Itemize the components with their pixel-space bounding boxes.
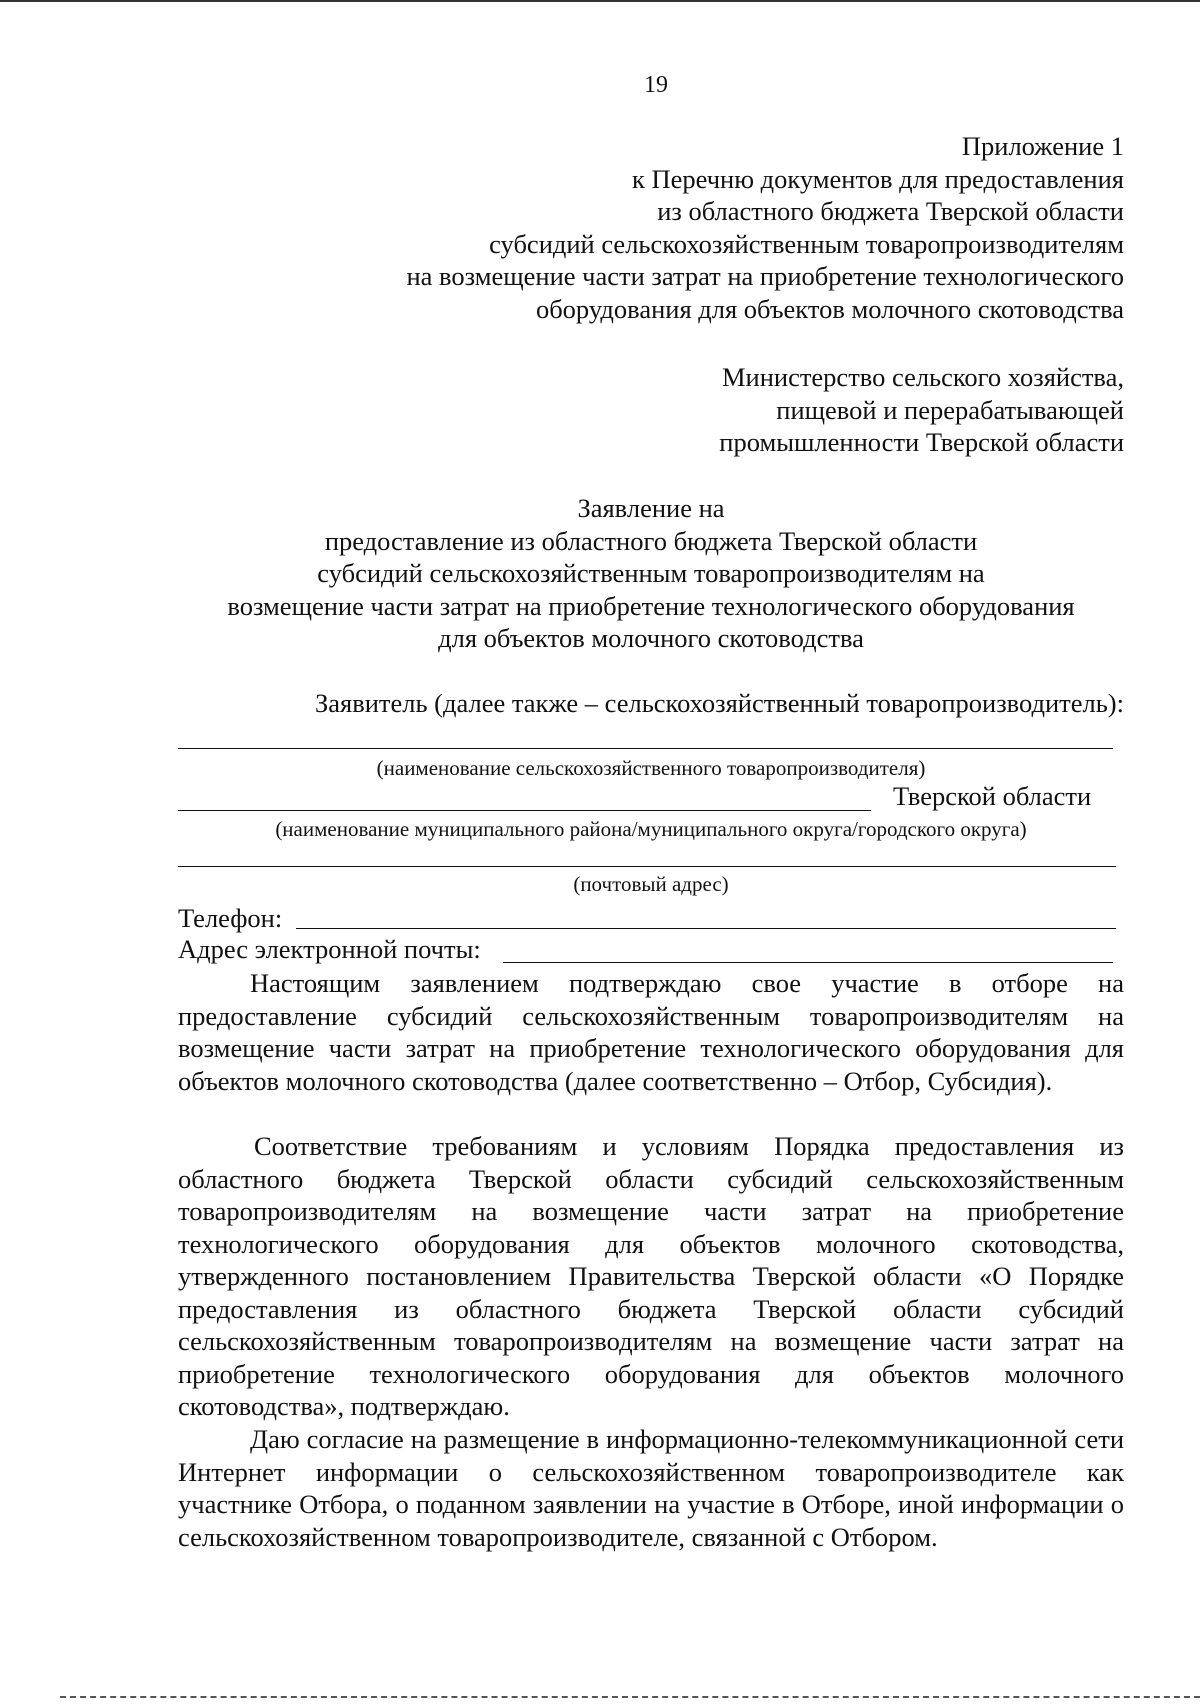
applicant-name-field[interactable] — [178, 748, 1113, 749]
district-field[interactable] — [178, 810, 871, 811]
addressee-block — [719, 361, 1124, 459]
top-border-line — [0, 0, 1200, 2]
statement-title-line: субсидий сельскохозяйственным товаропроизводителям на — [317, 558, 985, 588]
appendix-line: к Перечню документов для предоставления — [631, 163, 1124, 194]
consent-paragraph-publication: Даю согласие на размещение в информационно-телекоммуникационной сети Интернет информации о сельскохозяйственном товаропроизводителе как участнике Отбора, о поданном заявлении на участие в Отборе, иной информации о сельскохозяйственном товаропроизводителе, связанной с Отбором. — [178, 1424, 1124, 1552]
statement-title-line: Заявление на — [577, 493, 725, 523]
region-suffix: Тверской области — [893, 781, 1092, 811]
bottom-border-line — [60, 1696, 1200, 1698]
consent-paragraph-compliance: Соответствие требованиям и условиям Порядка предоставления из областного бюджета Тверской области субсидий сельскохозяйственным товаропроизводителям на возмещение части затрат на приобретение технологического оборудования для объектов молочного скотоводства, утвержденного постановлением Правительства Тверской области «О Порядке предоставления из областного бюджета Тверской области субсидий сельскохозяйственным товаропроизводителям на возмещение части затрат на приобретение технологического оборудования для объектов молочного скотоводства», подтверждаю. — [178, 1131, 1124, 1421]
email-field[interactable] — [503, 962, 1113, 963]
applicant-label: Заявитель (далее также – сельскохозяйственный товаропроизводитель): — [314, 688, 1124, 718]
addressee-line: промышленности Тверской области — [719, 427, 1124, 457]
district-caption: (наименование муниципального района/муниципального округа/городского округа) — [275, 817, 1027, 841]
statement-title-line: возмещение части затрат на приобретение технологического оборудования — [227, 590, 1075, 621]
appendix-line: субсидий сельскохозяйственным товаропроизводителям — [489, 228, 1124, 259]
appendix-line: из областного бюджета Тверской области — [657, 196, 1124, 226]
phone-field[interactable] — [296, 928, 1116, 929]
appendix-header — [406, 130, 1124, 325]
appendix-line: оборудования для объектов молочного скотоводства — [535, 293, 1124, 324]
statement-title — [178, 492, 1124, 655]
phone-label: Телефон: — [178, 903, 283, 933]
consent-paragraph-participation: Настоящим заявлением подтверждаю свое участие в отборе на предоставление субсидий сельскохозяйственным товаропроизводителям на возмещение части затрат на приобретение технологического оборудования для объектов молочного скотоводства (далее соответственно – Отбор, Субсидия). — [178, 968, 1124, 1096]
email-label: Адрес электронной почты: — [178, 934, 481, 964]
addressee-line: пищевой и перерабатывающей — [776, 394, 1124, 425]
statement-title-line: предоставление из областного бюджета Тверской области — [324, 525, 978, 556]
statement-title-line: для объектов молочного скотоводства — [438, 623, 864, 653]
postal-address-field[interactable] — [178, 866, 1116, 867]
applicant-name-caption: (наименование сельскохозяйственного товаропроизводителя) — [376, 756, 926, 780]
postal-address-caption: (почтовый адрес) — [573, 872, 729, 896]
addressee-line: Министерство сельского хозяйства, — [721, 362, 1124, 392]
appendix-line: на возмещение части затрат на приобретение технологического — [406, 261, 1124, 291]
appendix-line: Приложение 1 — [961, 131, 1124, 161]
page-number: 19 — [644, 72, 668, 98]
